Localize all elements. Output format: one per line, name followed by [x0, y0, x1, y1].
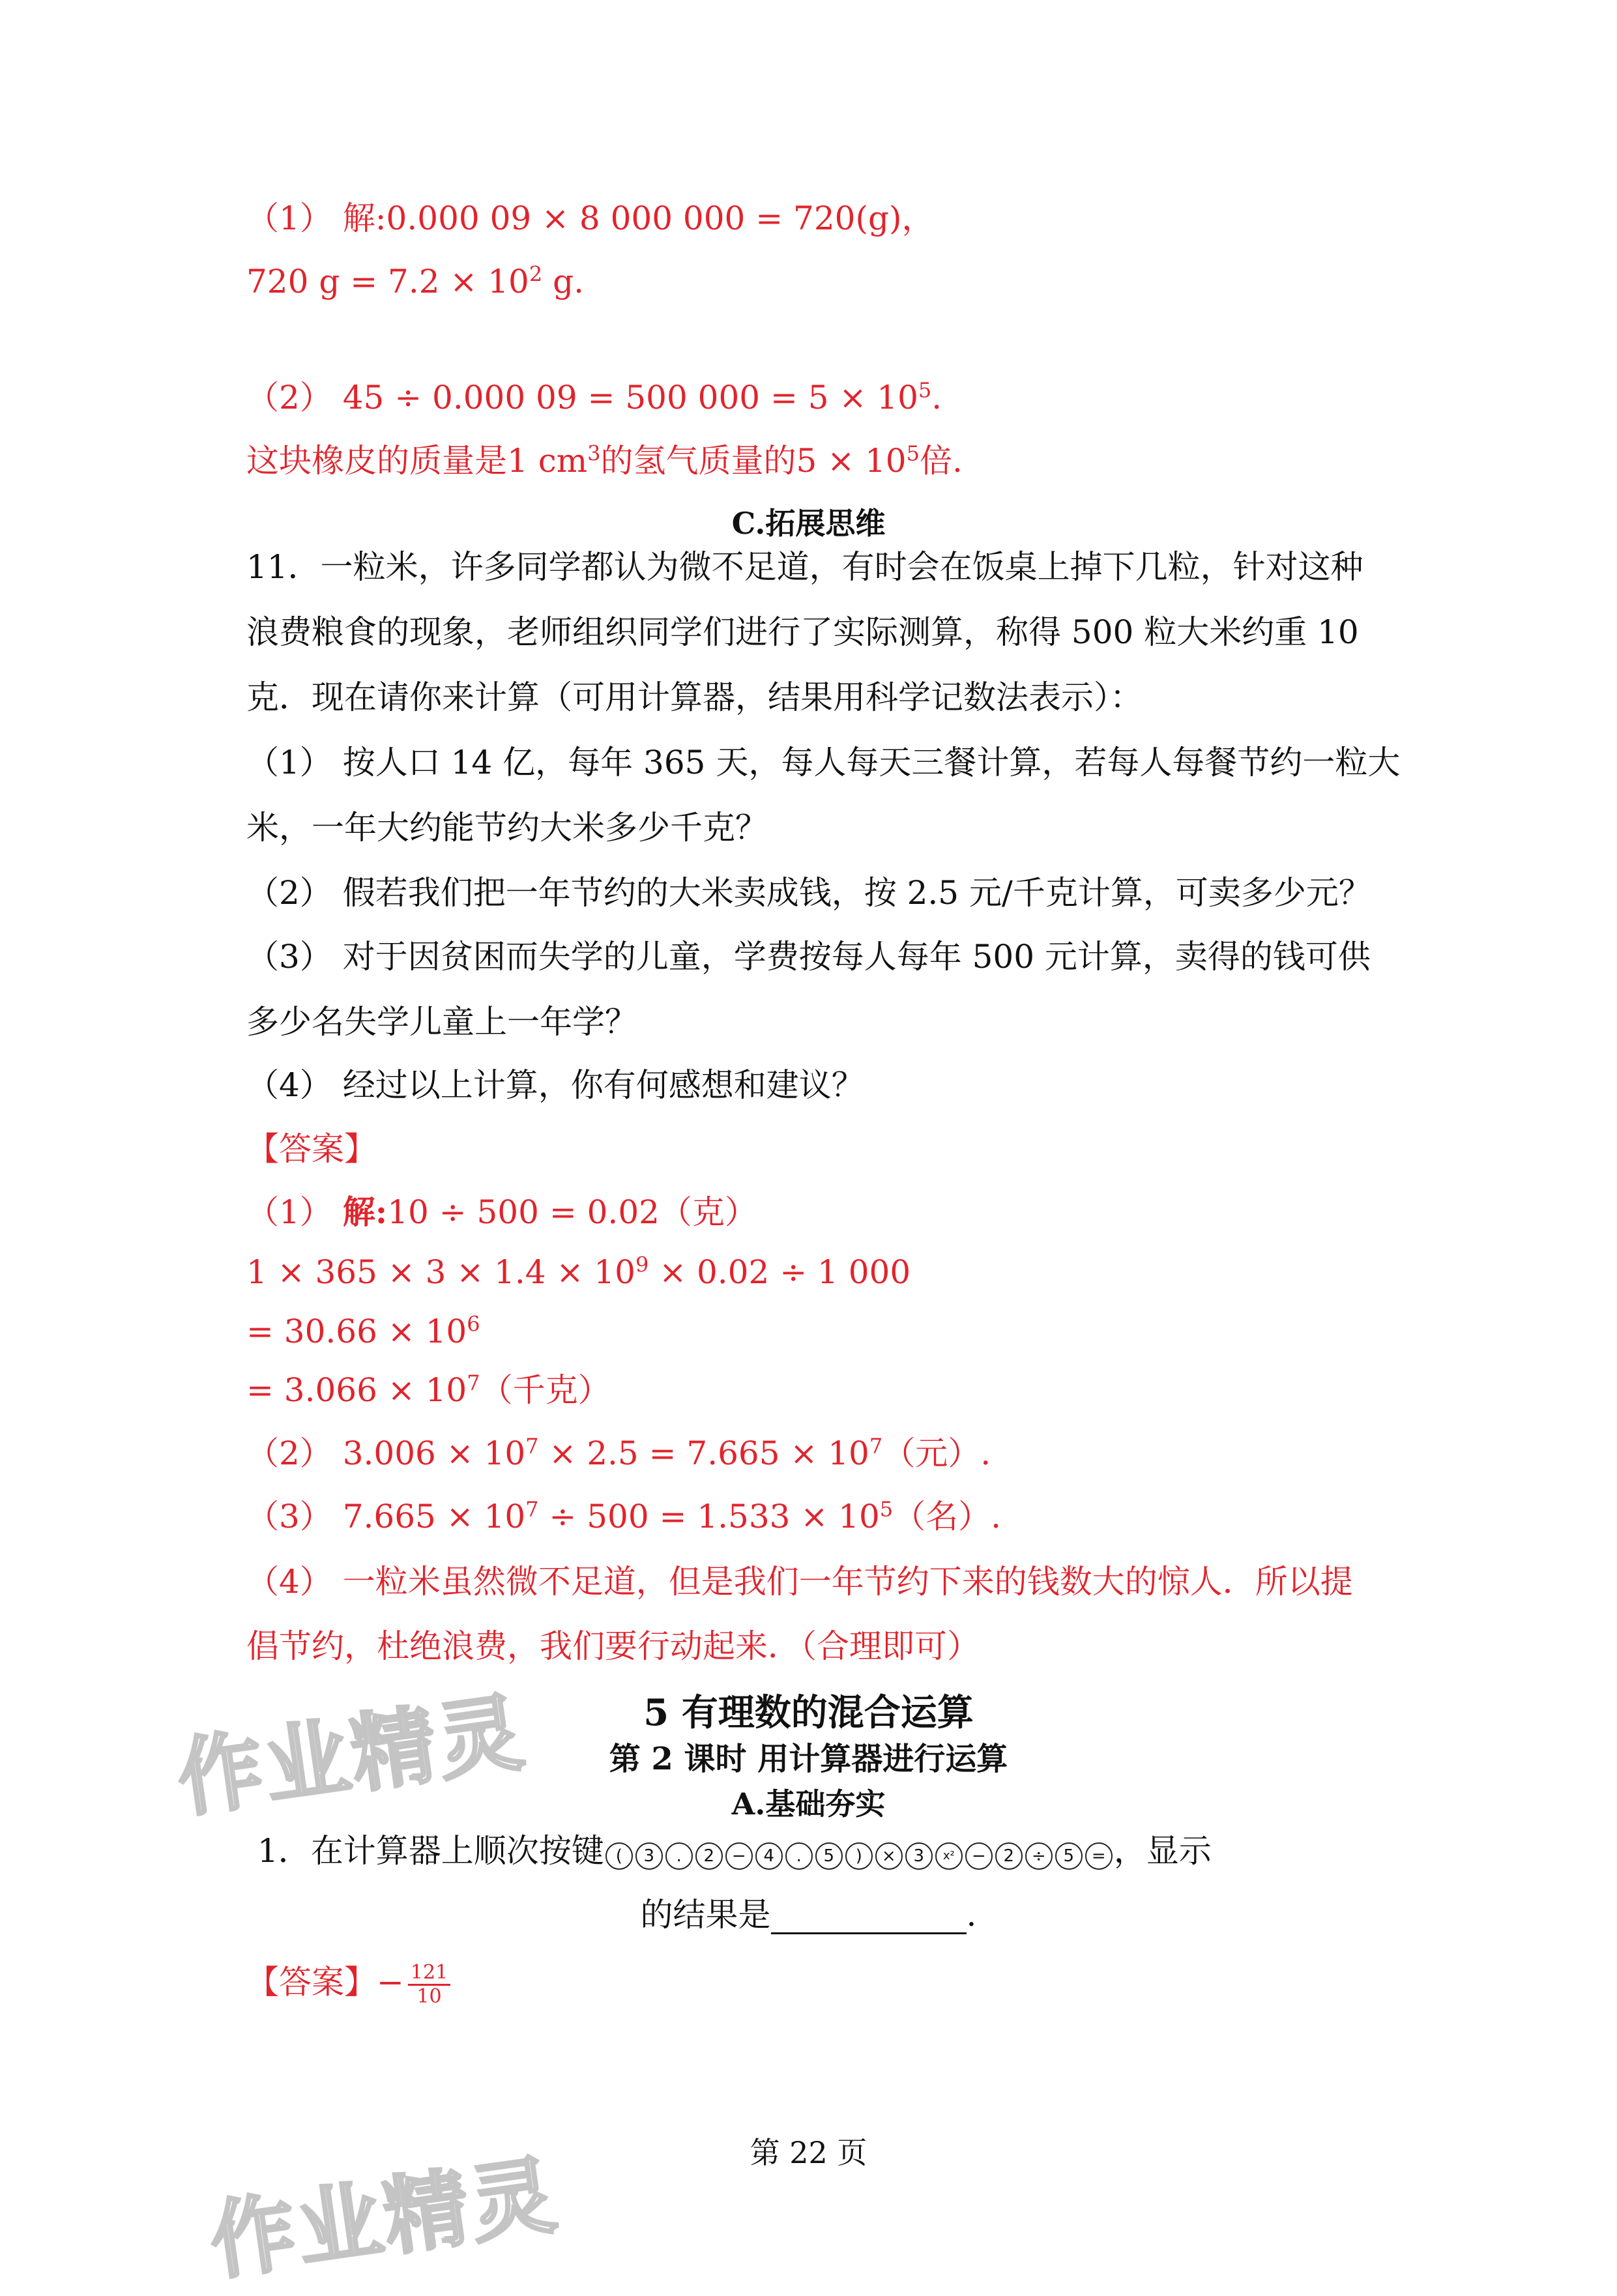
q11-stem-line2: 浪费粮食的现象，老师组织同学们进行了实际测算，称得 500 粒大米约重 10 [246, 613, 1359, 651]
q1-line2: 的结果是 . [640, 1896, 977, 1934]
calculator-key-13: 2 [995, 1842, 1023, 1870]
q11-answer-calc2: = $30.66 \times 10^6$ [246, 1311, 480, 1350]
q10-answer-2-line1: （2） 45 ÷ 0.000 09 = 500 $000 = 5 \times 10^5$. [246, 377, 942, 416]
q11-answer-3: （3） $7.665 \times 10^7 \div 500 = 1.533 \times 10^5$（名）. [246, 1496, 1002, 1535]
answer-blank [771, 1902, 967, 1934]
calculator-key-7: 5 [815, 1842, 843, 1870]
calculator-key-12: − [965, 1842, 993, 1870]
q1-line1: 1．在计算器上顺次按键 ( 3 . 2 − 4 . 5 ) × 3 x² − 2 ÷ 5 = ，显示 [257, 1831, 1212, 1873]
calculator-key-14: ÷ [1025, 1842, 1053, 1870]
watermark-logo-footer: 作业精灵 [204, 2145, 564, 2292]
q11-part3-line1: （3） 对于因贫困而失学的儿童，学费按每人每年 500 元计算，卖得的钱可供 [246, 938, 1371, 976]
q11-answer-4-line1: （4） 一粒米虽然微不足道，但是我们一年节约下来的钱数大的惊人．所以提 [246, 1563, 1353, 1601]
calculator-key-16: = [1085, 1842, 1113, 1870]
calculator-key-sequence [604, 1834, 1114, 1873]
q11-answer-calc1: $1 \times 365 \times 3 \times 1.4 \times 10^9 \times 0.02 \div 1$ 000 [246, 1252, 911, 1291]
q11-answer-2: （2） $3.006 \times 10^7 \times 2.5 = 7.665 \times 10^7$（元）. [246, 1433, 991, 1472]
calculator-key-2: . [665, 1842, 693, 1870]
q10-answer-1-line1: （1） 解:0.000 09 × 8 000 000 = 720(g)， [246, 199, 935, 237]
q11-part2: （2） 假若我们把一年节约的大米卖成钱，按 2.5 元/千克计算，可卖多少元？ [246, 874, 1371, 912]
q10-answer-2-line2: 这块橡皮的质量是1 $cm^3$的氢气质量的$5 \times 10^5$倍. [246, 441, 963, 480]
q11-answer-1: （1） 解:10 ÷ 500 = 0.02（克） [246, 1193, 757, 1231]
calculator-key-1: 3 [635, 1842, 663, 1870]
q11-answer-calc3: = $3.066 \times 10^7$（千克） [246, 1370, 611, 1409]
q11-part3-line2: 多少名失学儿童上一年学？ [246, 1003, 637, 1041]
page-number: 第 22 页 [750, 2135, 867, 2170]
q11-answer-4-line2: 倡节约，杜绝浪费，我们要行动起来．（合理即可） [246, 1627, 980, 1665]
q11-stem-line1: 11．一粒米，许多同学都认为微不足道，有时会在饭桌上掉下几粒，针对这种 [246, 548, 1363, 586]
q11-stem-line3: 克．现在请你来计算（可用计算器，结果用科学记数法表示）： [246, 678, 1143, 716]
calculator-key-0: ( [605, 1842, 633, 1870]
watermark-logo: 作业精灵 [171, 1682, 532, 1829]
lesson-title: 第 2 课时 用计算器进行运算 [609, 1741, 1008, 1777]
q11-answer-label: 【答案】 [246, 1130, 377, 1168]
answer-fraction: $\frac{121}{10}$ [408, 1962, 450, 2008]
calculator-key-10: 3 [905, 1842, 933, 1870]
calculator-key-3: 2 [695, 1842, 723, 1870]
calculator-key-9: × [875, 1842, 903, 1870]
subsection-title: A.基础夯实 [731, 1786, 886, 1822]
q11-part1-line2: 米，一年大约能节约大米多少千克？ [246, 809, 768, 847]
calculator-key-5: 4 [755, 1842, 783, 1870]
section-c-title: C.拓展思维 [731, 506, 886, 541]
calculator-key-15: 5 [1055, 1842, 1083, 1870]
q11-part4: （4） 经过以上计算，你有何感想和建议？ [246, 1066, 864, 1104]
calculator-key-8: ) [845, 1842, 873, 1870]
calculator-key-11: x² [935, 1842, 963, 1870]
q11-part1-line1: （1） 按人口 14 亿，每年 365 天，每人每天三餐计算，若每人每餐节约一粒大 [246, 744, 1401, 781]
q10-answer-1-line2: 720 $g = 7.2 \times 10^2$ g. [246, 261, 584, 300]
section-title: 5 有理数的混合运算 [643, 1691, 974, 1734]
q1-answer: 【答案】− $\frac{121}{10}$ [246, 1962, 450, 2008]
calculator-key-4: − [725, 1842, 753, 1870]
calculator-key-6: . [785, 1842, 813, 1870]
